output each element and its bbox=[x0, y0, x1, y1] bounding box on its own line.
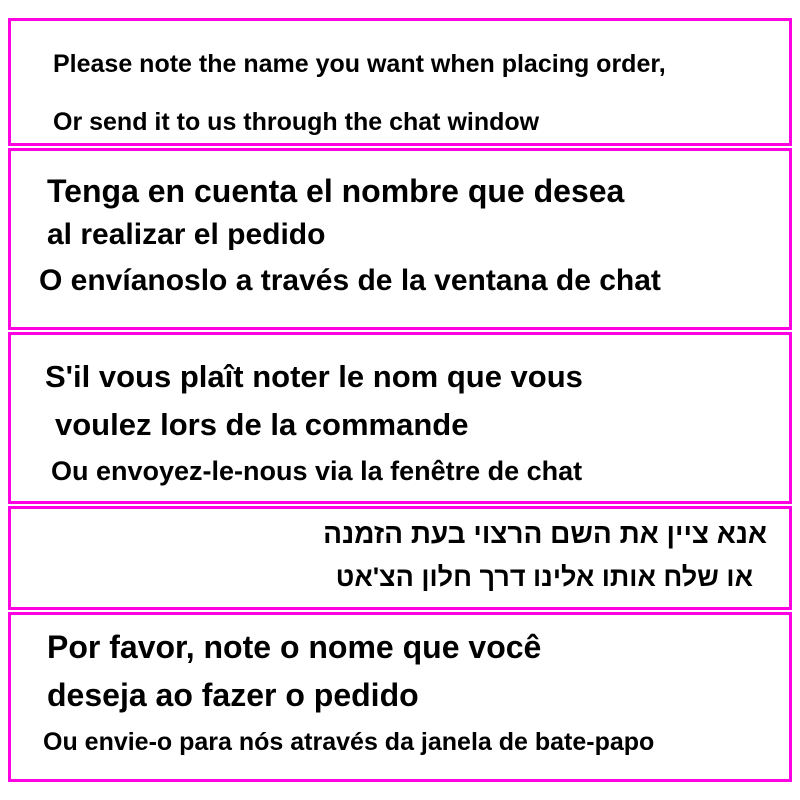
notice-line: S'il vous plaît noter le nom que vous bbox=[45, 359, 583, 394]
notice-line: voulez lors de la commande bbox=[55, 407, 469, 442]
notice-line: אנא ציין את השם הרצוי בעת הזמנה bbox=[323, 518, 767, 549]
notice-line: Please note the name you want when placing order, bbox=[53, 50, 666, 78]
notice-line: Tenga en cuenta el nombre que desea bbox=[47, 173, 625, 209]
notice-line: O envíanoslo a través de la ventana de chat bbox=[39, 264, 661, 297]
notice-line: Ou envoyez-le-nous via la fenêtre de chat bbox=[51, 456, 583, 486]
notice-panel-hebrew bbox=[8, 506, 792, 610]
notice-panel-spanish bbox=[8, 148, 792, 330]
notice-line: או שלח אותו אלינו דרך חלון הצ'אט bbox=[335, 562, 753, 592]
notice-line: al realizar el pedido bbox=[47, 218, 326, 251]
notice-panel-portuguese bbox=[8, 612, 792, 782]
notice-line: Ou envie-o para nós através da janela de bate-papo bbox=[43, 728, 655, 756]
notice-line: Por favor, note o nome que você bbox=[47, 629, 542, 665]
notice-line: deseja ao fazer o pedido bbox=[47, 677, 419, 713]
notice-line: Or send it to us through the chat window bbox=[53, 108, 540, 136]
notice-panel-french bbox=[8, 332, 792, 504]
notice-panel-english bbox=[8, 18, 792, 146]
